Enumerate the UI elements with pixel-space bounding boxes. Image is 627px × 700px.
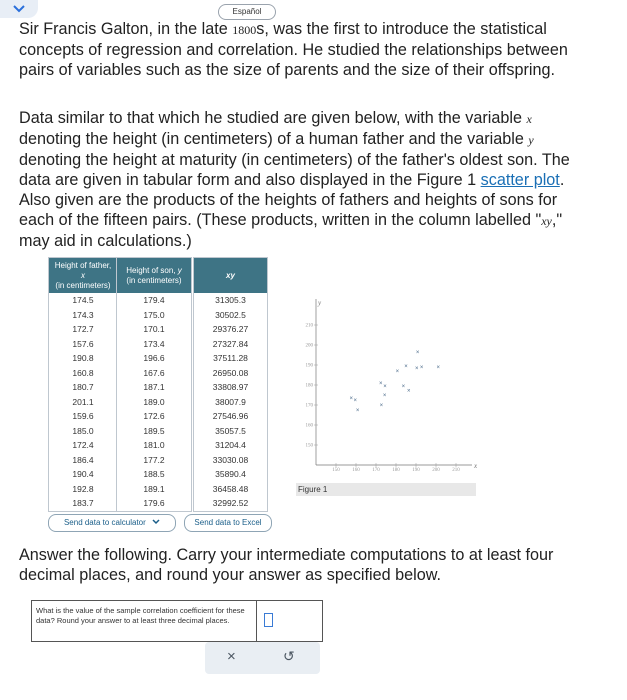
chart-axes: [306, 299, 479, 473]
table-cell: 172.4: [72, 440, 94, 450]
data-point: ×: [436, 365, 440, 371]
table-cell: 190.4: [72, 469, 94, 479]
intro-paragraph-2: Data similar to that which he studied are given below, with the variable x denoting the height (in centimeters) of a human father and the variable y denoting the height at maturity (in centimeters) of the father's oldest son. The data are given in tabular form and also displayed in the Figure 1 scatter plot. Also given are the products of the heights of fathers and heights of sons for each of the fifteen pairs. (These products, written in the column labelled "xy," may aid in calculations.): [19, 109, 570, 250]
table-cell: 196.6: [143, 353, 165, 363]
table-cell: 33808.97: [212, 382, 249, 392]
close-icon: ×: [227, 648, 236, 665]
question-box: [31, 600, 323, 642]
xy-column: [193, 257, 268, 512]
reset-button[interactable]: [283, 648, 295, 665]
table-cell: 186.4: [72, 454, 94, 465]
clear-button[interactable]: [227, 648, 236, 665]
table-cell: 187.1: [143, 382, 165, 392]
table-cell: 180.7: [72, 382, 94, 392]
table-cell: 181.0: [143, 440, 165, 450]
y-axis-label: y: [318, 299, 322, 307]
chart-points: [349, 350, 440, 414]
table-cell: 27546.96: [212, 411, 249, 421]
y-tick-label: 160: [305, 423, 313, 429]
answer-action-bar: [205, 642, 320, 674]
father-column-header: Height of father, x (in centimeters): [49, 258, 117, 293]
table-cell: 38007.9: [215, 396, 246, 407]
table-cell: 179.4: [143, 295, 165, 305]
table-cell: 26950.08: [212, 367, 249, 378]
table-cell: 185.0: [72, 425, 94, 436]
table-cell: 159.6: [72, 411, 94, 421]
son-column: [116, 257, 192, 512]
x-tick-label: 210: [452, 468, 460, 473]
data-point: ×: [415, 349, 420, 356]
data-point: ×: [395, 368, 400, 375]
table-cell: 174.3: [72, 309, 94, 320]
table-cell: 201.1: [72, 396, 94, 407]
table-cell: 190.8: [72, 353, 94, 363]
table-cell: 172.7: [72, 324, 94, 334]
table-cell: 172.6: [143, 411, 165, 421]
data-point: ×: [349, 396, 353, 403]
table-cell: 35057.5: [215, 425, 246, 436]
data-point: ×: [407, 388, 411, 395]
answer-input[interactable]: [264, 613, 273, 627]
table-cell: 35890.4: [215, 469, 246, 479]
table-cell: 177.2: [143, 454, 165, 465]
table-cell: 179.6: [143, 498, 165, 508]
y-tick-label: 190: [305, 363, 313, 369]
table-cell: 189.0: [143, 396, 165, 407]
data-point: ×: [379, 402, 384, 409]
table-cell: 31305.3: [215, 295, 246, 305]
table-cell: 192.8: [72, 483, 94, 494]
table-cell: 37511.28: [213, 353, 248, 363]
table-cell: 31204.4: [215, 440, 246, 450]
chevron-down-icon: [13, 5, 25, 13]
collapse-chevron[interactable]: [0, 0, 38, 18]
intro-paragraph-1: Sir Francis Galton, in the late 1800s, was the first to introduce the statistical concepts of regression and correlation. He studied the relationships between pairs of variables such as the size of parents and the size of their offspring.: [19, 20, 568, 79]
table-cell: 33030.08: [212, 454, 249, 465]
y-tick-label: 180: [305, 383, 313, 389]
data-point: ×: [419, 364, 424, 371]
x-tick-label: 170: [372, 468, 380, 473]
table-cell: 167.6: [143, 367, 165, 378]
y-tick-label: 200: [305, 343, 313, 349]
table-cell: 175.0: [143, 309, 165, 320]
table-cell: 189.1: [143, 483, 165, 494]
table-cell: 160.8: [72, 367, 94, 378]
data-point: ×: [415, 366, 419, 372]
undo-icon: ↺: [283, 648, 295, 664]
question-text: What is the value of the sample correlation coefficient for these data? Round your answer to at least three decimal places.: [36, 606, 245, 625]
table-cell: 170.1: [143, 324, 165, 334]
chevron-down-icon: [152, 519, 160, 525]
data-point: ×: [404, 364, 408, 370]
x-tick-label: 160: [352, 468, 360, 473]
data-point: ×: [383, 384, 387, 391]
x-tick-label: 190: [412, 468, 420, 473]
table-cell: 29376.27: [212, 324, 249, 334]
send-to-excel-button[interactable]: Send data to Excel: [184, 514, 272, 532]
x-tick-label: 200: [432, 468, 440, 473]
data-point: ×: [382, 393, 387, 399]
table-cell: 36458.48: [212, 483, 249, 494]
data-point: ×: [355, 407, 360, 414]
son-column-header: Height of son, y (in centimeters): [117, 258, 191, 293]
father-column: [48, 257, 118, 512]
send-to-calculator-button[interactable]: Send data to calculator: [48, 514, 176, 532]
table-cell: 188.5: [143, 469, 165, 479]
scatter-plot-link[interactable]: scatter plot: [480, 171, 560, 189]
table-cell: 157.6: [72, 338, 94, 349]
table-cell: 174.5: [72, 295, 94, 305]
scatter-plot: [296, 295, 476, 475]
data-point: ×: [353, 397, 357, 404]
table-cell: 173.4: [143, 338, 165, 349]
table-cell: 183.7: [72, 498, 94, 508]
y-tick-label: 170: [305, 403, 313, 409]
y-tick-label: 210: [305, 323, 313, 329]
x-tick-label: 180: [392, 468, 400, 473]
table-cell: 27327.84: [212, 338, 249, 349]
figure-label: Figure 1: [296, 483, 476, 496]
language-toggle-button[interactable]: Español: [218, 4, 276, 20]
xy-column-header: xy: [194, 258, 267, 293]
question-divider: [256, 601, 257, 641]
data-point: ×: [379, 381, 383, 387]
table-cell: 30502.5: [215, 309, 246, 320]
y-tick-label: 150: [305, 443, 313, 449]
data-point: ×: [401, 383, 406, 390]
x-tick-label: 150: [332, 468, 340, 473]
instructions-text: Answer the following. Carry your intermediate computations to at least four decimal places, and round your answer as specified below.: [19, 546, 554, 584]
table-cell: 189.5: [143, 425, 165, 436]
table-cell: 32992.52: [212, 498, 249, 508]
x-axis-label: x: [474, 462, 478, 470]
